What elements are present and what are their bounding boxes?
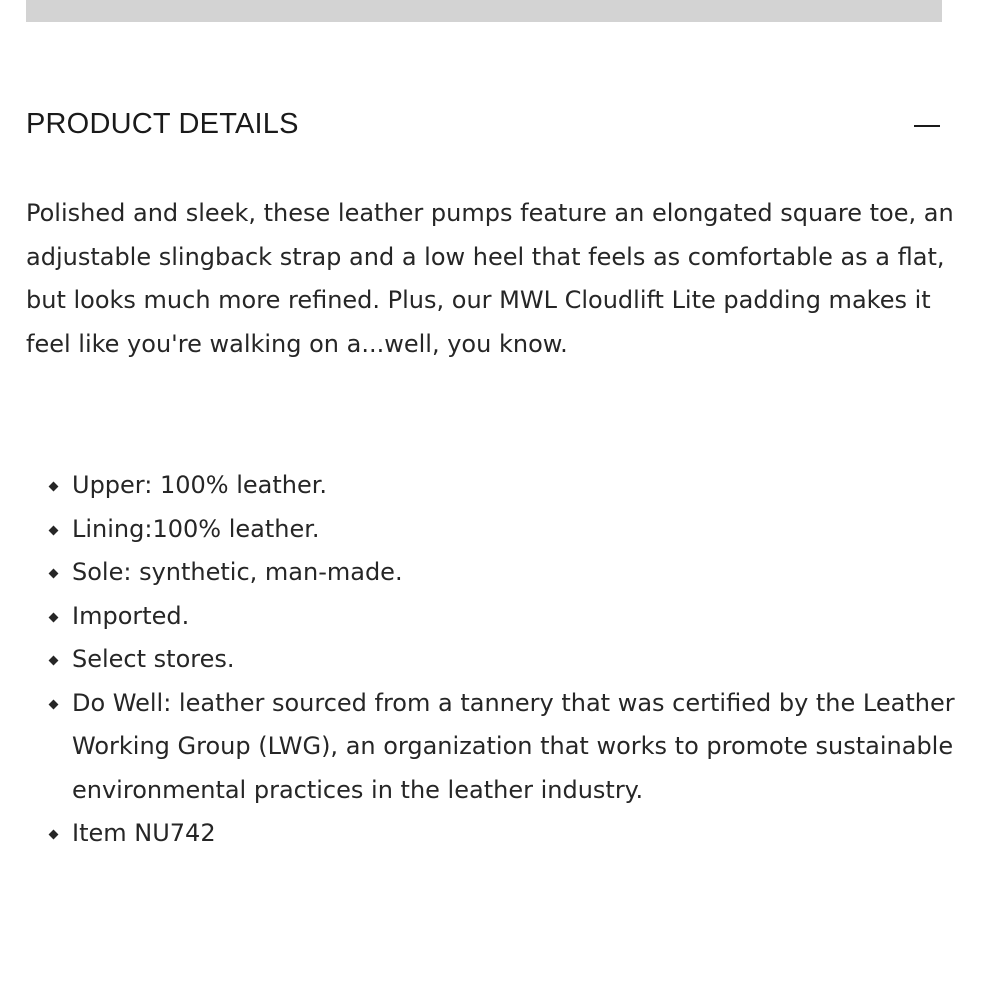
spec-text: Upper: 100% leather.: [72, 471, 328, 499]
spec-text: Select stores.: [72, 645, 235, 673]
spec-item-select-stores: [26, 638, 956, 682]
spec-item-lining: [26, 508, 956, 552]
spec-item-upper: [26, 464, 956, 508]
diamond-bullet-icon: [49, 569, 59, 579]
section-title: PRODUCT DETAILS: [26, 108, 299, 140]
minus-icon: [914, 125, 940, 127]
spec-text: Lining:100% leather.: [72, 514, 320, 543]
spec-text: Imported.: [72, 601, 190, 630]
diamond-bullet-icon: [49, 612, 59, 622]
spec-item-sole: [26, 551, 956, 595]
spec-list: [26, 464, 956, 856]
top-divider-bar: [26, 0, 942, 22]
diamond-bullet-icon: [49, 699, 59, 709]
spec-item-imported: [26, 595, 956, 639]
spec-text: Item NU742: [72, 819, 216, 847]
diamond-bullet-icon: [49, 482, 59, 492]
diamond-bullet-icon: [49, 830, 59, 840]
spec-text: Sole: synthetic, man-made.: [72, 558, 403, 586]
spec-text: Do Well: leather sourced from a tannery that was certified by the Leather Working Group (LWG), an organization that works to promote sustainable environmental practices in the leather industry.: [72, 688, 955, 804]
collapse-toggle-button[interactable]: [912, 110, 942, 140]
spec-item-do-well: [26, 682, 956, 813]
diamond-bullet-icon: [49, 525, 59, 535]
product-description: Polished and sleek, these leather pumps feature an elongated square toe, an adjustable slingback strap and a low heel that feels as comfortable as a flat, but looks much more refined. Plus, our MWL Cloudlift Lite padding makes it feel like you're walking on a...well, you know.: [26, 199, 954, 358]
spec-item-number: [26, 812, 956, 856]
diamond-bullet-icon: [49, 656, 59, 666]
product-details-header[interactable]: [26, 104, 942, 148]
